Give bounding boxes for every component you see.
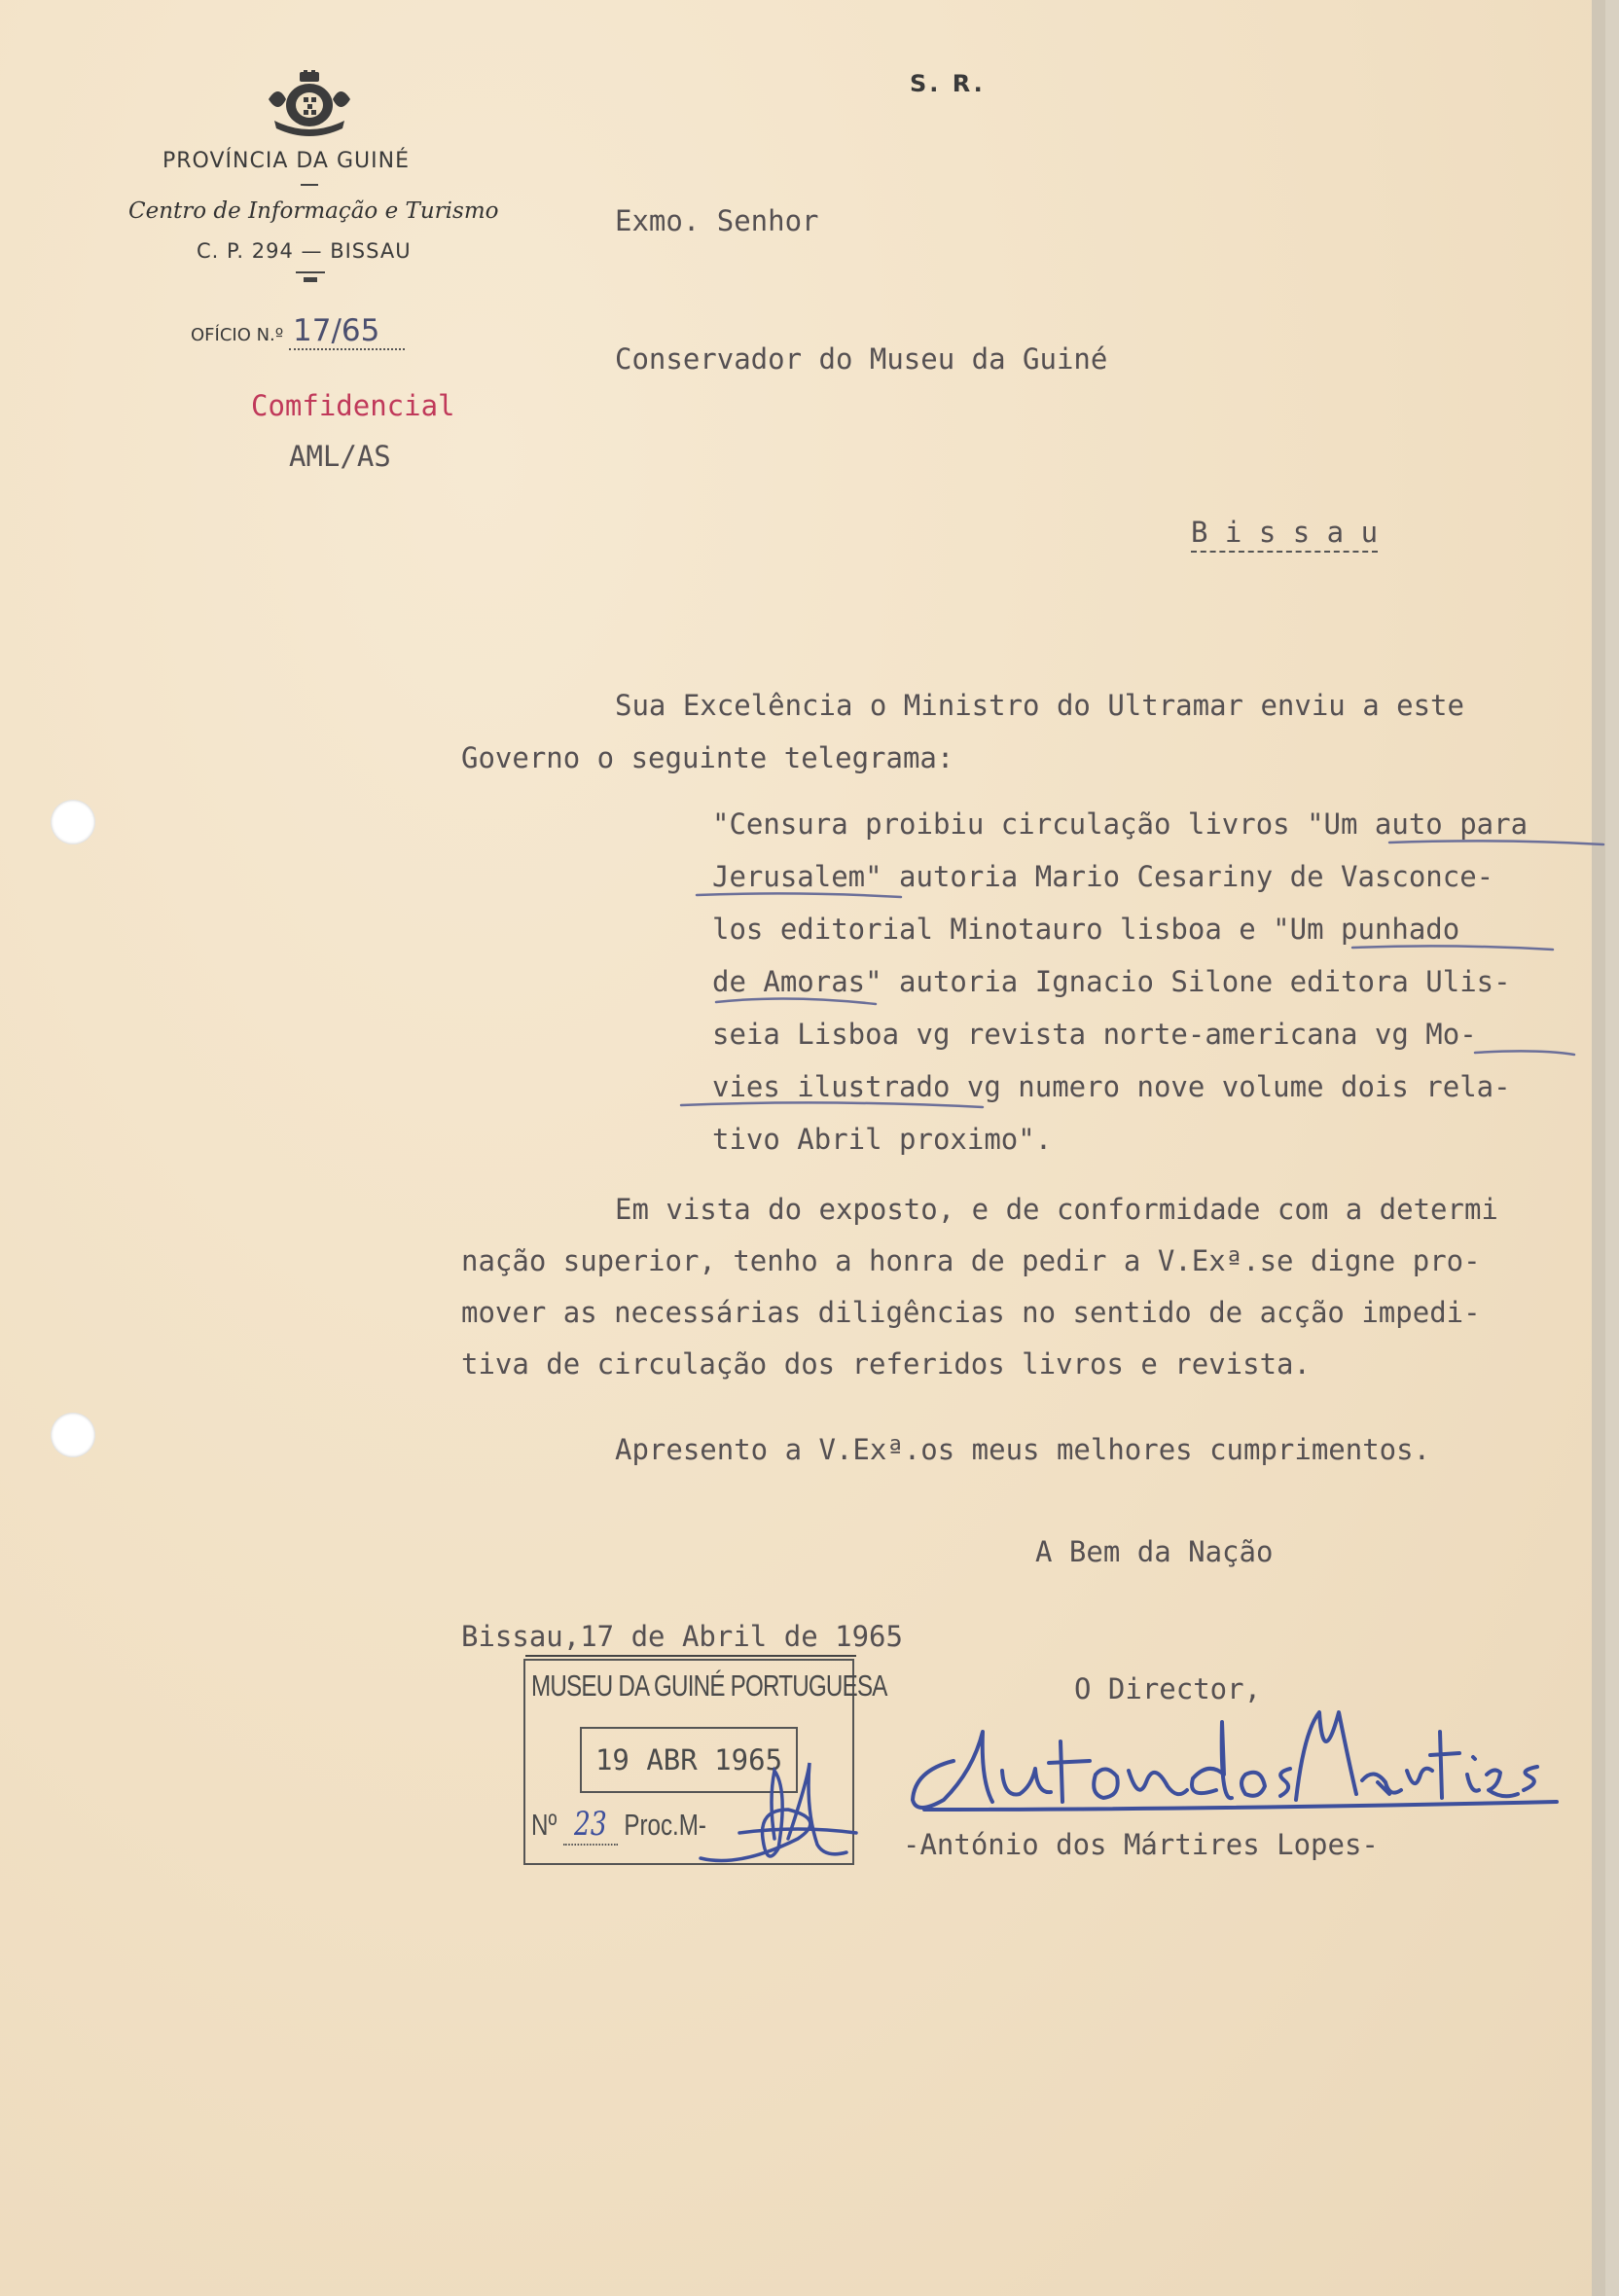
stamp-date: 19 ABR 1965 [580,1727,798,1793]
typed-signature-name: -António dos Mártires Lopes- [903,1828,1379,1861]
centre-name: Centro de Informação e Turismo [128,198,499,224]
telegram-line-4: de Amoras" autoria Ignacio Silone editora Ulis- [712,965,1511,998]
stamp-number-line [531,1805,706,1844]
handwritten-signature [895,1693,1576,1839]
reference-code: AML/AS [289,440,391,473]
closing-line: Apresento a V.Exª.os meus melhores cumprimentos. [615,1433,1431,1466]
stamp-title: MUSEU DA GUINÉ PORTUGUESA [531,1668,887,1703]
recipient-place: B i s s a u [1191,516,1378,553]
top-mark: S. R. [910,70,986,97]
oficio-label: OFÍCIO N.º [191,325,284,345]
telegram-line-5: seia Lisboa vg revista norte-americana vg Mo- [712,1018,1477,1051]
stamp-no-label: Nº [531,1808,558,1842]
paragraph2-line-1: Em vista do exposto, e de conformidade com a determi [615,1193,1498,1226]
paragraph2-line-3: mover as necessárias diligências no sentido de acção impedi- [461,1296,1481,1329]
date-underline [525,1655,856,1657]
telegram-line-1: "Censura proibiu circulação livros "Um auto para [712,807,1529,841]
telegram-line-6: vies ilustrado vg numero nove volume dois rela- [712,1070,1511,1103]
paragraph2-line-2: nação superior, tenho a honra de pedir a V.Exª.se digne pro- [461,1244,1481,1277]
binder-hole-bottom [51,1413,95,1457]
stamp-proc-label: Proc.M- [624,1808,706,1842]
telegram-line-7: tivo Abril proximo". [712,1123,1053,1156]
recipient-title: Conservador do Museu da Guiné [615,342,1108,376]
address-line: C. P. 294 — BISSAU [197,239,412,263]
telegram-line-2: Jerusalem" autoria Mario Cesariny de Vasconce- [712,860,1494,893]
stamp-initials [681,1751,876,1878]
signature-text [0,0,11,1]
paragraph2-line-4: tiva de circulação dos referidos livros e revista. [461,1347,1311,1381]
salutation: Exmo. Senhor [615,204,819,237]
intro-line-1: Sua Excelência o Ministro do Ultramar enviu a este [615,689,1464,722]
stamp-no-value: 23 [563,1805,618,1846]
intro-line-2: Governo o seguinte telegrama: [461,741,954,774]
director-role: O Director, [1074,1672,1262,1705]
telegram-line-3: los editorial Minotauro lisboa e "Um punhado [712,913,1460,946]
province-heading: PROVÍNCIA DA GUINÉ [162,149,410,173]
date-line: Bissau,17 de Abril de 1965 [461,1620,903,1653]
motto: A Bem da Nação [1035,1535,1274,1568]
oficio-number: 17/65 [289,313,405,350]
confidential-mark: Comfidencial [251,389,455,422]
